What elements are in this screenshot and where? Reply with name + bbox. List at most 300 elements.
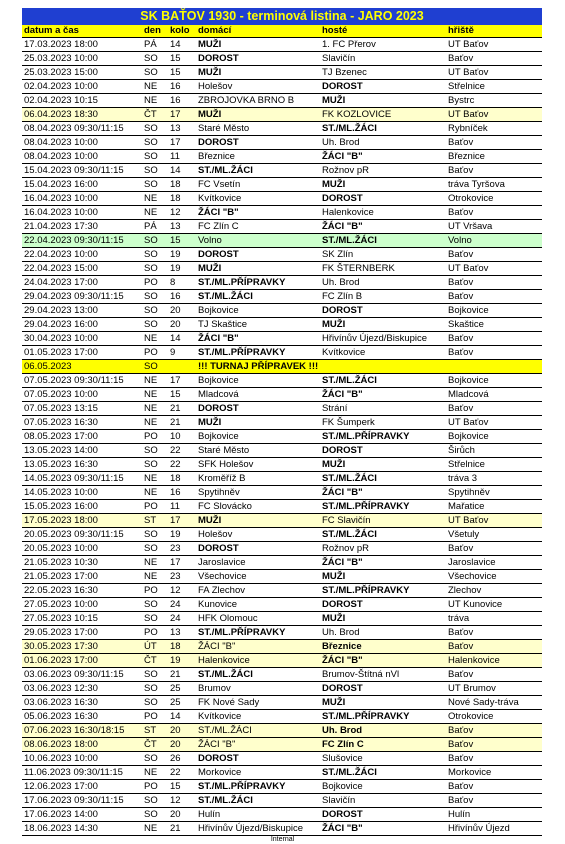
table-row [22, 556, 542, 570]
cell-venue: UT Baťov [446, 416, 542, 430]
cell-date: 22.04.2023 15:00 [22, 262, 142, 276]
table-row [22, 640, 542, 654]
cell-date: 22.04.2023 10:00 [22, 248, 142, 262]
cell-home: ŽÁCI "B" [196, 206, 320, 220]
cell-home: Holešov [196, 528, 320, 542]
table-row [22, 164, 542, 178]
cell-day: SO [142, 444, 168, 458]
cell-away: Uh. Brod [320, 724, 446, 738]
table-row [22, 500, 542, 514]
cell-round: 17 [168, 136, 196, 150]
cell-venue: Širůch [446, 444, 542, 458]
cell-day: SO [142, 304, 168, 318]
cell-venue: UT Vršava [446, 220, 542, 234]
cell-home: FA Zlechov [196, 584, 320, 598]
cell-away: Uh. Brod [320, 136, 446, 150]
cell-date: 29.05.2023 17:00 [22, 626, 142, 640]
cell-day: SO [142, 808, 168, 822]
cell-home: MUŽI [196, 66, 320, 80]
cell-home: MUŽI [196, 108, 320, 122]
cell-venue: Bojkovice [446, 374, 542, 388]
cell-venue: Mladcová [446, 388, 542, 402]
cell-venue: Střelnice [446, 458, 542, 472]
cell-away: Slavičín [320, 52, 446, 66]
cell-day: SO [142, 318, 168, 332]
cell-home: MUŽI [196, 262, 320, 276]
cell-date: 14.05.2023 09:30/11:15 [22, 472, 142, 486]
cell-date: 15.05.2023 16:00 [22, 500, 142, 514]
table-row [22, 388, 542, 402]
cell-away: DOROST [320, 192, 446, 206]
table-row [22, 822, 542, 836]
table-row [22, 514, 542, 528]
cell-home: MUŽI [196, 38, 320, 52]
cell-day: NE [142, 472, 168, 486]
table-row [22, 276, 542, 290]
cell-day: PÁ [142, 220, 168, 234]
cell-day: SO [142, 458, 168, 472]
cell-home: Holešov [196, 80, 320, 94]
cell-venue: Střelnice [446, 80, 542, 94]
table-row [22, 486, 542, 500]
table-row [22, 402, 542, 416]
cell-away: SK Zlín [320, 248, 446, 262]
cell-home: SFK Holešov [196, 458, 320, 472]
table-row [22, 206, 542, 220]
table-row [22, 290, 542, 304]
cell-away: Uh. Brod [320, 626, 446, 640]
cell-date: 10.06.2023 10:00 [22, 752, 142, 766]
cell-round: 14 [168, 164, 196, 178]
cell-day: ÚT [142, 640, 168, 654]
cell-home: FK Nové Sady [196, 696, 320, 710]
cell-day: SO [142, 164, 168, 178]
table-row [22, 178, 542, 192]
cell-round: 15 [168, 388, 196, 402]
cell-home: Kvítkovice [196, 710, 320, 724]
cell-date: 16.04.2023 10:00 [22, 192, 142, 206]
table-row [22, 682, 542, 696]
cell-date: 25.03.2023 10:00 [22, 52, 142, 66]
table-row [22, 136, 542, 150]
cell-day: NE [142, 374, 168, 388]
cell-date: 06.05.2023 [22, 360, 142, 374]
cell-home: Jaroslavice [196, 556, 320, 570]
cell-round: 25 [168, 696, 196, 710]
cell-venue: Baťov [446, 738, 542, 752]
table-row [22, 598, 542, 612]
cell-round: 20 [168, 738, 196, 752]
table-row [22, 458, 542, 472]
cell-date: 13.05.2023 14:00 [22, 444, 142, 458]
cell-date: 03.06.2023 12:30 [22, 682, 142, 696]
cell-date: 22.05.2023 16:30 [22, 584, 142, 598]
header-date: datum a čas [22, 25, 142, 38]
cell-round: 19 [168, 262, 196, 276]
cell-round [168, 360, 196, 374]
cell-day: PO [142, 500, 168, 514]
table-row [22, 430, 542, 444]
cell-away: FK ŠTERNBERK [320, 262, 446, 276]
cell-home: DOROST [196, 402, 320, 416]
cell-away: FK KOZLOVICE [320, 108, 446, 122]
cell-date: 17.05.2023 18:00 [22, 514, 142, 528]
cell-date: 07.05.2023 13:15 [22, 402, 142, 416]
cell-date: 21.04.2023 17:30 [22, 220, 142, 234]
cell-home: TJ Skaštice [196, 318, 320, 332]
cell-round: 23 [168, 570, 196, 584]
table-row [22, 710, 542, 724]
cell-away [320, 360, 446, 374]
cell-away: ST./ML.ŽÁCI [320, 472, 446, 486]
cell-away: Brumov-Štítná nVl [320, 668, 446, 682]
cell-date: 30.04.2023 10:00 [22, 332, 142, 346]
cell-date: 27.05.2023 10:15 [22, 612, 142, 626]
cell-round: 22 [168, 444, 196, 458]
cell-away: Rožnov pR [320, 542, 446, 556]
cell-home: Kunovice [196, 598, 320, 612]
cell-date: 22.04.2023 09:30/11:15 [22, 234, 142, 248]
cell-home: ST./ML.PŘÍPRAVKY [196, 626, 320, 640]
cell-home: MUŽI [196, 416, 320, 430]
cell-round: 15 [168, 234, 196, 248]
cell-round: 14 [168, 332, 196, 346]
cell-venue: Baťov [446, 332, 542, 346]
cell-home: Hulín [196, 808, 320, 822]
cell-venue: Skaštice [446, 318, 542, 332]
cell-away: ŽÁCI "B" [320, 556, 446, 570]
cell-home: FC Vsetín [196, 178, 320, 192]
cell-date: 21.05.2023 10:30 [22, 556, 142, 570]
cell-day: SO [142, 122, 168, 136]
cell-date: 14.05.2023 10:00 [22, 486, 142, 500]
cell-venue: Nové Sady-tráva [446, 696, 542, 710]
cell-away: ST./ML.ŽÁCI [320, 766, 446, 780]
cell-date: 27.05.2023 10:00 [22, 598, 142, 612]
cell-round: 25 [168, 682, 196, 696]
cell-home: Březnice [196, 150, 320, 164]
table-row [22, 752, 542, 766]
table-row [22, 192, 542, 206]
table-row [22, 374, 542, 388]
cell-date: 24.04.2023 17:00 [22, 276, 142, 290]
cell-venue: Bojkovice [446, 430, 542, 444]
table-row [22, 654, 542, 668]
cell-round: 18 [168, 472, 196, 486]
cell-round: 16 [168, 80, 196, 94]
cell-date: 18.06.2023 14:30 [22, 822, 142, 836]
cell-away: 1. FC Přerov [320, 38, 446, 52]
cell-venue: Březnice [446, 150, 542, 164]
cell-round: 11 [168, 150, 196, 164]
cell-venue: UT Baťov [446, 262, 542, 276]
cell-day: SO [142, 66, 168, 80]
cell-away: ST./ML.ŽÁCI [320, 234, 446, 248]
header-row [22, 25, 542, 38]
table-row [22, 220, 542, 234]
cell-date: 05.06.2023 16:30 [22, 710, 142, 724]
cell-venue: UT Baťov [446, 108, 542, 122]
cell-date: 06.04.2023 18:30 [22, 108, 142, 122]
cell-away: Strání [320, 402, 446, 416]
cell-away: DOROST [320, 808, 446, 822]
cell-venue: Baťov [446, 206, 542, 220]
cell-date: 08.06.2023 18:00 [22, 738, 142, 752]
cell-day: PO [142, 780, 168, 794]
cell-away: Kvítkovice [320, 346, 446, 360]
cell-date: 16.04.2023 10:00 [22, 206, 142, 220]
cell-day: SO [142, 794, 168, 808]
cell-day: SO [142, 612, 168, 626]
cell-venue: tráva [446, 612, 542, 626]
table-row [22, 612, 542, 626]
cell-home: DOROST [196, 52, 320, 66]
cell-date: 08.04.2023 09:30/11:15 [22, 122, 142, 136]
cell-day: SO [142, 360, 168, 374]
table-row [22, 626, 542, 640]
cell-day: SO [142, 696, 168, 710]
table-row [22, 416, 542, 430]
cell-home: ŽÁCI "B" [196, 640, 320, 654]
header-day: den [142, 25, 168, 38]
table-row [22, 332, 542, 346]
cell-venue: Hulín [446, 808, 542, 822]
header-away: hosté [320, 25, 446, 38]
cell-away: Bojkovice [320, 780, 446, 794]
cell-away: ST./ML.PŘÍPRAVKY [320, 710, 446, 724]
cell-home: !!! TURNAJ PŘÍPRAVEK !!! [198, 361, 319, 372]
cell-away: MUŽI [320, 570, 446, 584]
cell-home: ST./ML.ŽÁCI [196, 164, 320, 178]
cell-date: 13.05.2023 16:30 [22, 458, 142, 472]
cell-round: 23 [168, 542, 196, 556]
cell-day: ČT [142, 654, 168, 668]
cell-venue: Volno [446, 234, 542, 248]
cell-round: 14 [168, 38, 196, 52]
cell-venue: Všechovice [446, 570, 542, 584]
cell-venue: Spytihněv [446, 486, 542, 500]
cell-venue: Baťov [446, 794, 542, 808]
cell-venue: Baťov [446, 52, 542, 66]
cell-home: MUŽI [196, 514, 320, 528]
cell-venue: Baťov [446, 164, 542, 178]
cell-date: 03.06.2023 09:30/11:15 [22, 668, 142, 682]
table-row [22, 80, 542, 94]
cell-venue: Rybníček [446, 122, 542, 136]
table-row [22, 234, 542, 248]
cell-venue: UT Baťov [446, 514, 542, 528]
cell-day: SO [142, 52, 168, 66]
cell-away: Březnice [320, 640, 446, 654]
schedule-sheet [22, 8, 542, 836]
cell-round: 21 [168, 668, 196, 682]
cell-home: DOROST [196, 248, 320, 262]
header-round: kolo [168, 25, 196, 38]
cell-away: ST./ML.PŘÍPRAVKY [320, 584, 446, 598]
table-row [22, 346, 542, 360]
cell-home: FC Slovácko [196, 500, 320, 514]
cell-venue: Otrokovice [446, 192, 542, 206]
cell-home: Mladcová [196, 388, 320, 402]
cell-day: PO [142, 584, 168, 598]
cell-date: 01.06.2023 17:00 [22, 654, 142, 668]
cell-round: 15 [168, 66, 196, 80]
cell-round: 18 [168, 192, 196, 206]
cell-date: 11.06.2023 09:30/11:15 [22, 766, 142, 780]
cell-round: 19 [168, 654, 196, 668]
cell-home: Kroměříž B [196, 472, 320, 486]
table-row [22, 780, 542, 794]
cell-venue: Baťov [446, 276, 542, 290]
cell-round: 17 [168, 374, 196, 388]
cell-date: 17.06.2023 09:30/11:15 [22, 794, 142, 808]
cell-away: ST./ML.ŽÁCI [320, 528, 446, 542]
cell-day: SO [142, 598, 168, 612]
cell-away: DOROST [320, 682, 446, 696]
cell-venue: Zlechov [446, 584, 542, 598]
cell-date: 08.04.2023 10:00 [22, 150, 142, 164]
table-row [22, 528, 542, 542]
cell-round: 9 [168, 346, 196, 360]
cell-date: 07.06.2023 16:30/18:15 [22, 724, 142, 738]
cell-round: 15 [168, 780, 196, 794]
cell-venue: Všetuly [446, 528, 542, 542]
cell-venue: Bystrc [446, 94, 542, 108]
cell-round: 21 [168, 416, 196, 430]
cell-home: ST./ML.ŽÁCI [196, 794, 320, 808]
cell-away: DOROST [320, 444, 446, 458]
table-row [22, 444, 542, 458]
cell-away: ST./ML.PŘÍPRAVKY [320, 430, 446, 444]
cell-day: PO [142, 276, 168, 290]
cell-home: HFK Olomouc [196, 612, 320, 626]
cell-home: DOROST [196, 136, 320, 150]
cell-date: 07.05.2023 16:30 [22, 416, 142, 430]
cell-venue: Baťov [446, 346, 542, 360]
table-row [22, 794, 542, 808]
cell-date: 15.04.2023 16:00 [22, 178, 142, 192]
cell-venue [446, 360, 542, 374]
cell-date: 17.06.2023 14:00 [22, 808, 142, 822]
cell-day: ST [142, 724, 168, 738]
cell-venue: Mařatice [446, 500, 542, 514]
cell-home: FC Zlín C [196, 220, 320, 234]
table-row [22, 122, 542, 136]
cell-home: ST./ML.PŘÍPRAVKY [196, 780, 320, 794]
cell-venue: Baťov [446, 668, 542, 682]
table-row [22, 808, 542, 822]
cell-round: 16 [168, 290, 196, 304]
cell-day: SO [142, 290, 168, 304]
cell-away: ŽÁCI "B" [320, 486, 446, 500]
cell-round: 20 [168, 808, 196, 822]
cell-day: ST [142, 514, 168, 528]
cell-venue: Baťov [446, 136, 542, 150]
cell-day: NE [142, 822, 168, 836]
cell-day: PÁ [142, 38, 168, 52]
cell-date: 29.04.2023 16:00 [22, 318, 142, 332]
cell-day: SO [142, 136, 168, 150]
cell-away: ST./ML.PŘÍPRAVKY [320, 500, 446, 514]
cell-away: Uh. Brod [320, 276, 446, 290]
cell-away: FC Slavičín [320, 514, 446, 528]
cell-home: Halenkovice [196, 654, 320, 668]
cell-round: 14 [168, 710, 196, 724]
cell-round: 17 [168, 108, 196, 122]
cell-home: DOROST [196, 752, 320, 766]
cell-home: ŽÁCI "B" [196, 332, 320, 346]
header-home: domácí [196, 25, 320, 38]
cell-day: SO [142, 682, 168, 696]
table-row [22, 668, 542, 682]
cell-away: MUŽI [320, 178, 446, 192]
cell-round: 21 [168, 822, 196, 836]
table-row [22, 38, 542, 52]
cell-round: 17 [168, 556, 196, 570]
cell-round: 15 [168, 52, 196, 66]
cell-round: 18 [168, 640, 196, 654]
table-row [22, 542, 542, 556]
table-row [22, 696, 542, 710]
cell-round: 20 [168, 318, 196, 332]
cell-round: 24 [168, 612, 196, 626]
cell-round: 13 [168, 220, 196, 234]
cell-day: SO [142, 150, 168, 164]
schedule-title: SK BAŤOV 1930 - terminová listina - JARO 2023 [22, 8, 542, 25]
cell-day: SO [142, 668, 168, 682]
cell-day: SO [142, 542, 168, 556]
cell-day: NE [142, 80, 168, 94]
cell-day: PO [142, 430, 168, 444]
cell-date: 29.04.2023 13:00 [22, 304, 142, 318]
cell-home: Spytihněv [196, 486, 320, 500]
cell-home: Staré Město [196, 122, 320, 136]
cell-date: 02.04.2023 10:15 [22, 94, 142, 108]
cell-day: NE [142, 192, 168, 206]
cell-away: TJ Bzenec [320, 66, 446, 80]
cell-day: PO [142, 626, 168, 640]
cell-home: Morkovice [196, 766, 320, 780]
cell-venue: Baťov [446, 724, 542, 738]
cell-home: ST./ML.ŽÁCI [196, 290, 320, 304]
cell-day: NE [142, 570, 168, 584]
header-venue: hřiště [446, 25, 542, 38]
cell-round: 8 [168, 276, 196, 290]
cell-round: 11 [168, 500, 196, 514]
cell-date: 07.05.2023 10:00 [22, 388, 142, 402]
cell-day: SO [142, 262, 168, 276]
cell-venue: tráva Tyršova [446, 178, 542, 192]
cell-round: 22 [168, 766, 196, 780]
cell-home: Bojkovice [196, 304, 320, 318]
cell-venue: Baťov [446, 402, 542, 416]
cell-date: 21.05.2023 17:00 [22, 570, 142, 584]
cell-away: ŽÁCI "B" [320, 654, 446, 668]
cell-away: Slavičín [320, 794, 446, 808]
cell-venue: UT Brumov [446, 682, 542, 696]
cell-venue: Baťov [446, 752, 542, 766]
cell-round: 24 [168, 598, 196, 612]
cell-day: PO [142, 710, 168, 724]
cell-home: Staré Město [196, 444, 320, 458]
cell-venue: Otrokovice [446, 710, 542, 724]
cell-away: MUŽI [320, 318, 446, 332]
cell-home: Bojkovice [196, 374, 320, 388]
cell-date: 29.04.2023 09:30/11:15 [22, 290, 142, 304]
cell-round: 19 [168, 248, 196, 262]
cell-home: DOROST [196, 542, 320, 556]
cell-home: ST./ML.ŽÁCI [196, 724, 320, 738]
